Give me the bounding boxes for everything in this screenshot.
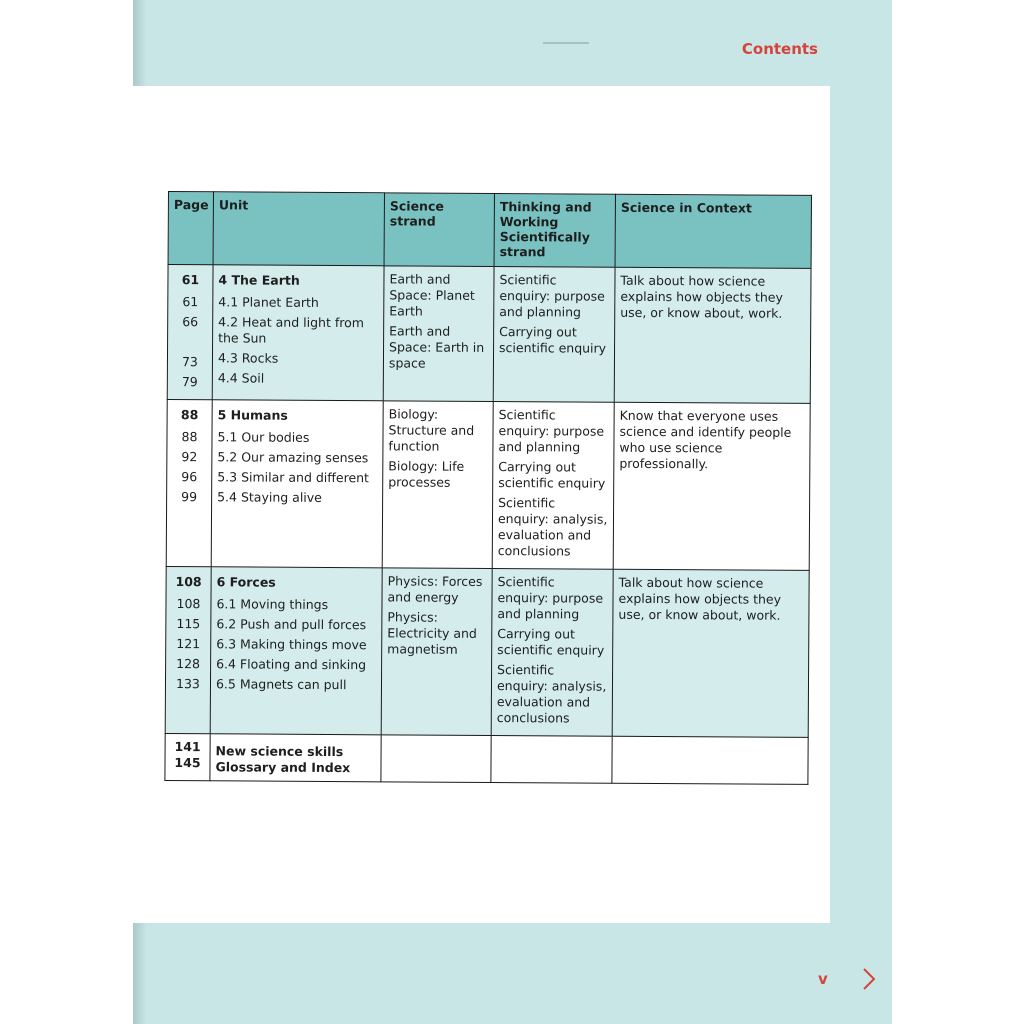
page-number[interactable]: 66 (182, 314, 199, 330)
thinking-item: Scientific enquiry: analysis, evaluation and conclusions (496, 662, 607, 726)
empty-cell (381, 735, 491, 783)
thinking-item: Scientific enquiry: purpose and planning (499, 272, 605, 320)
unit-item[interactable]: 5.1 Our bodies (217, 429, 310, 445)
thinking-item: Carrying out scientific enquiry (498, 459, 606, 491)
page-number[interactable]: 88 (181, 429, 198, 445)
unit-cell (210, 567, 382, 735)
thinking-item: Scientific enquiry: purpose and planning (497, 574, 604, 622)
table-row (166, 399, 810, 570)
strand-item: Physics: Electricity and magnetism (387, 609, 477, 657)
context-cell: Talk about how science explains how objects they use, or know about, work. (612, 569, 809, 737)
page-number[interactable]: 92 (181, 449, 198, 465)
thinking-strand-cell (492, 401, 614, 569)
page-number[interactable]: 73 (181, 354, 198, 370)
table-row (165, 566, 809, 737)
page-number-spacer (173, 332, 207, 352)
unit-item[interactable]: 6.1 Moving things (216, 596, 329, 612)
page-number[interactable]: 115 (176, 616, 201, 632)
page-number[interactable]: 145 (174, 755, 201, 771)
page-number[interactable]: 96 (181, 469, 198, 485)
contents-title: Contents (741, 40, 818, 58)
thinking-item: Carrying out scientific enquiry (497, 626, 605, 658)
thinking-item: Carrying out scientific enquiry (499, 324, 607, 356)
strand-item: Physics: Forces and energy (387, 573, 483, 605)
unit-item[interactable]: 5.2 Our amazing senses (217, 449, 369, 466)
unit-title[interactable]: 6 Forces (216, 574, 276, 590)
page-numbers-cell (165, 733, 210, 780)
page-number[interactable]: 99 (181, 489, 198, 505)
header-unit: Unit (213, 192, 384, 266)
page-number[interactable]: 133 (176, 676, 200, 692)
header-science-strand: Science strand (384, 193, 494, 267)
unit-item[interactable]: 4.4 Soil (217, 370, 265, 386)
page-numbers-cell (167, 265, 213, 400)
header-page: Page (168, 192, 213, 265)
thinking-item: Scientific enquiry: analysis, evaluation and conclusions (497, 495, 608, 559)
page-number[interactable]: 88 (180, 407, 199, 423)
unit-item[interactable]: 6.3 Making things move (216, 636, 367, 653)
thinking-strand-cell (493, 266, 615, 402)
print-mark (543, 42, 589, 44)
unit-item[interactable]: 4.2 Heat and light from the Sun (218, 314, 364, 346)
strand-item: Earth and Space: Planet Earth (389, 271, 475, 319)
thinking-item: Scientific enquiry: purpose and planning (498, 407, 605, 455)
unit-item[interactable]: 5.3 Similar and different (217, 469, 370, 486)
page-numbers-cell (166, 399, 212, 566)
unit-item[interactable]: 6.4 Floating and sinking (216, 656, 367, 673)
unit-item-glossary[interactable]: Glossary and Index (215, 759, 351, 776)
science-strand-cell (383, 266, 494, 402)
page-number[interactable]: 61 (182, 294, 199, 310)
page-number[interactable]: 121 (176, 636, 201, 652)
page-number[interactable]: 108 (176, 596, 201, 612)
table-header-row (168, 192, 811, 269)
strand-item: Biology: Structure and function (388, 406, 475, 454)
table-row (165, 733, 808, 784)
unit-item-skills[interactable]: New science skills (215, 743, 344, 760)
page-number[interactable]: 128 (176, 656, 201, 672)
header-thinking-strand: Thinking and Working Scientifically strand (494, 193, 615, 267)
unit-item[interactable]: 6.5 Magnets can pull (215, 676, 347, 693)
page-number-footer: v (818, 970, 828, 988)
science-strand-cell (382, 401, 493, 569)
empty-cell (612, 736, 808, 784)
context-cell: Know that everyone uses science and identify people who use science professionally. (613, 402, 810, 570)
unit-item[interactable]: 4.3 Rocks (217, 350, 279, 366)
unit-item[interactable]: 4.1 Planet Earth (218, 294, 319, 310)
header-science-in-context: Science in Context (615, 194, 811, 268)
context-cell: Talk about how science explains how objects they use, or know about, work. (614, 267, 811, 403)
science-strand-cell (381, 568, 492, 736)
unit-item[interactable]: 6.2 Push and pull forces (216, 616, 367, 633)
page-number[interactable]: 141 (174, 739, 201, 755)
page-numbers-cell (165, 566, 211, 733)
unit-cell (212, 265, 384, 401)
chevron-right-icon[interactable] (859, 966, 879, 992)
table-row (167, 265, 811, 404)
thinking-strand-cell (491, 568, 613, 736)
unit-title[interactable]: 4 The Earth (218, 272, 300, 288)
strand-item: Biology: Life processes (388, 458, 465, 490)
unit-item[interactable]: 5.4 Staying alive (217, 489, 322, 505)
unit-title[interactable]: 5 Humans (217, 407, 288, 423)
strand-item: Earth and Space: Earth in space (388, 323, 485, 371)
unit-cell (210, 734, 381, 782)
page-number[interactable]: 61 (181, 272, 200, 288)
empty-cell (491, 735, 612, 783)
page-number[interactable]: 108 (175, 574, 202, 590)
page-number[interactable]: 79 (181, 374, 198, 390)
contents-table (164, 191, 812, 785)
unit-cell (211, 400, 383, 568)
